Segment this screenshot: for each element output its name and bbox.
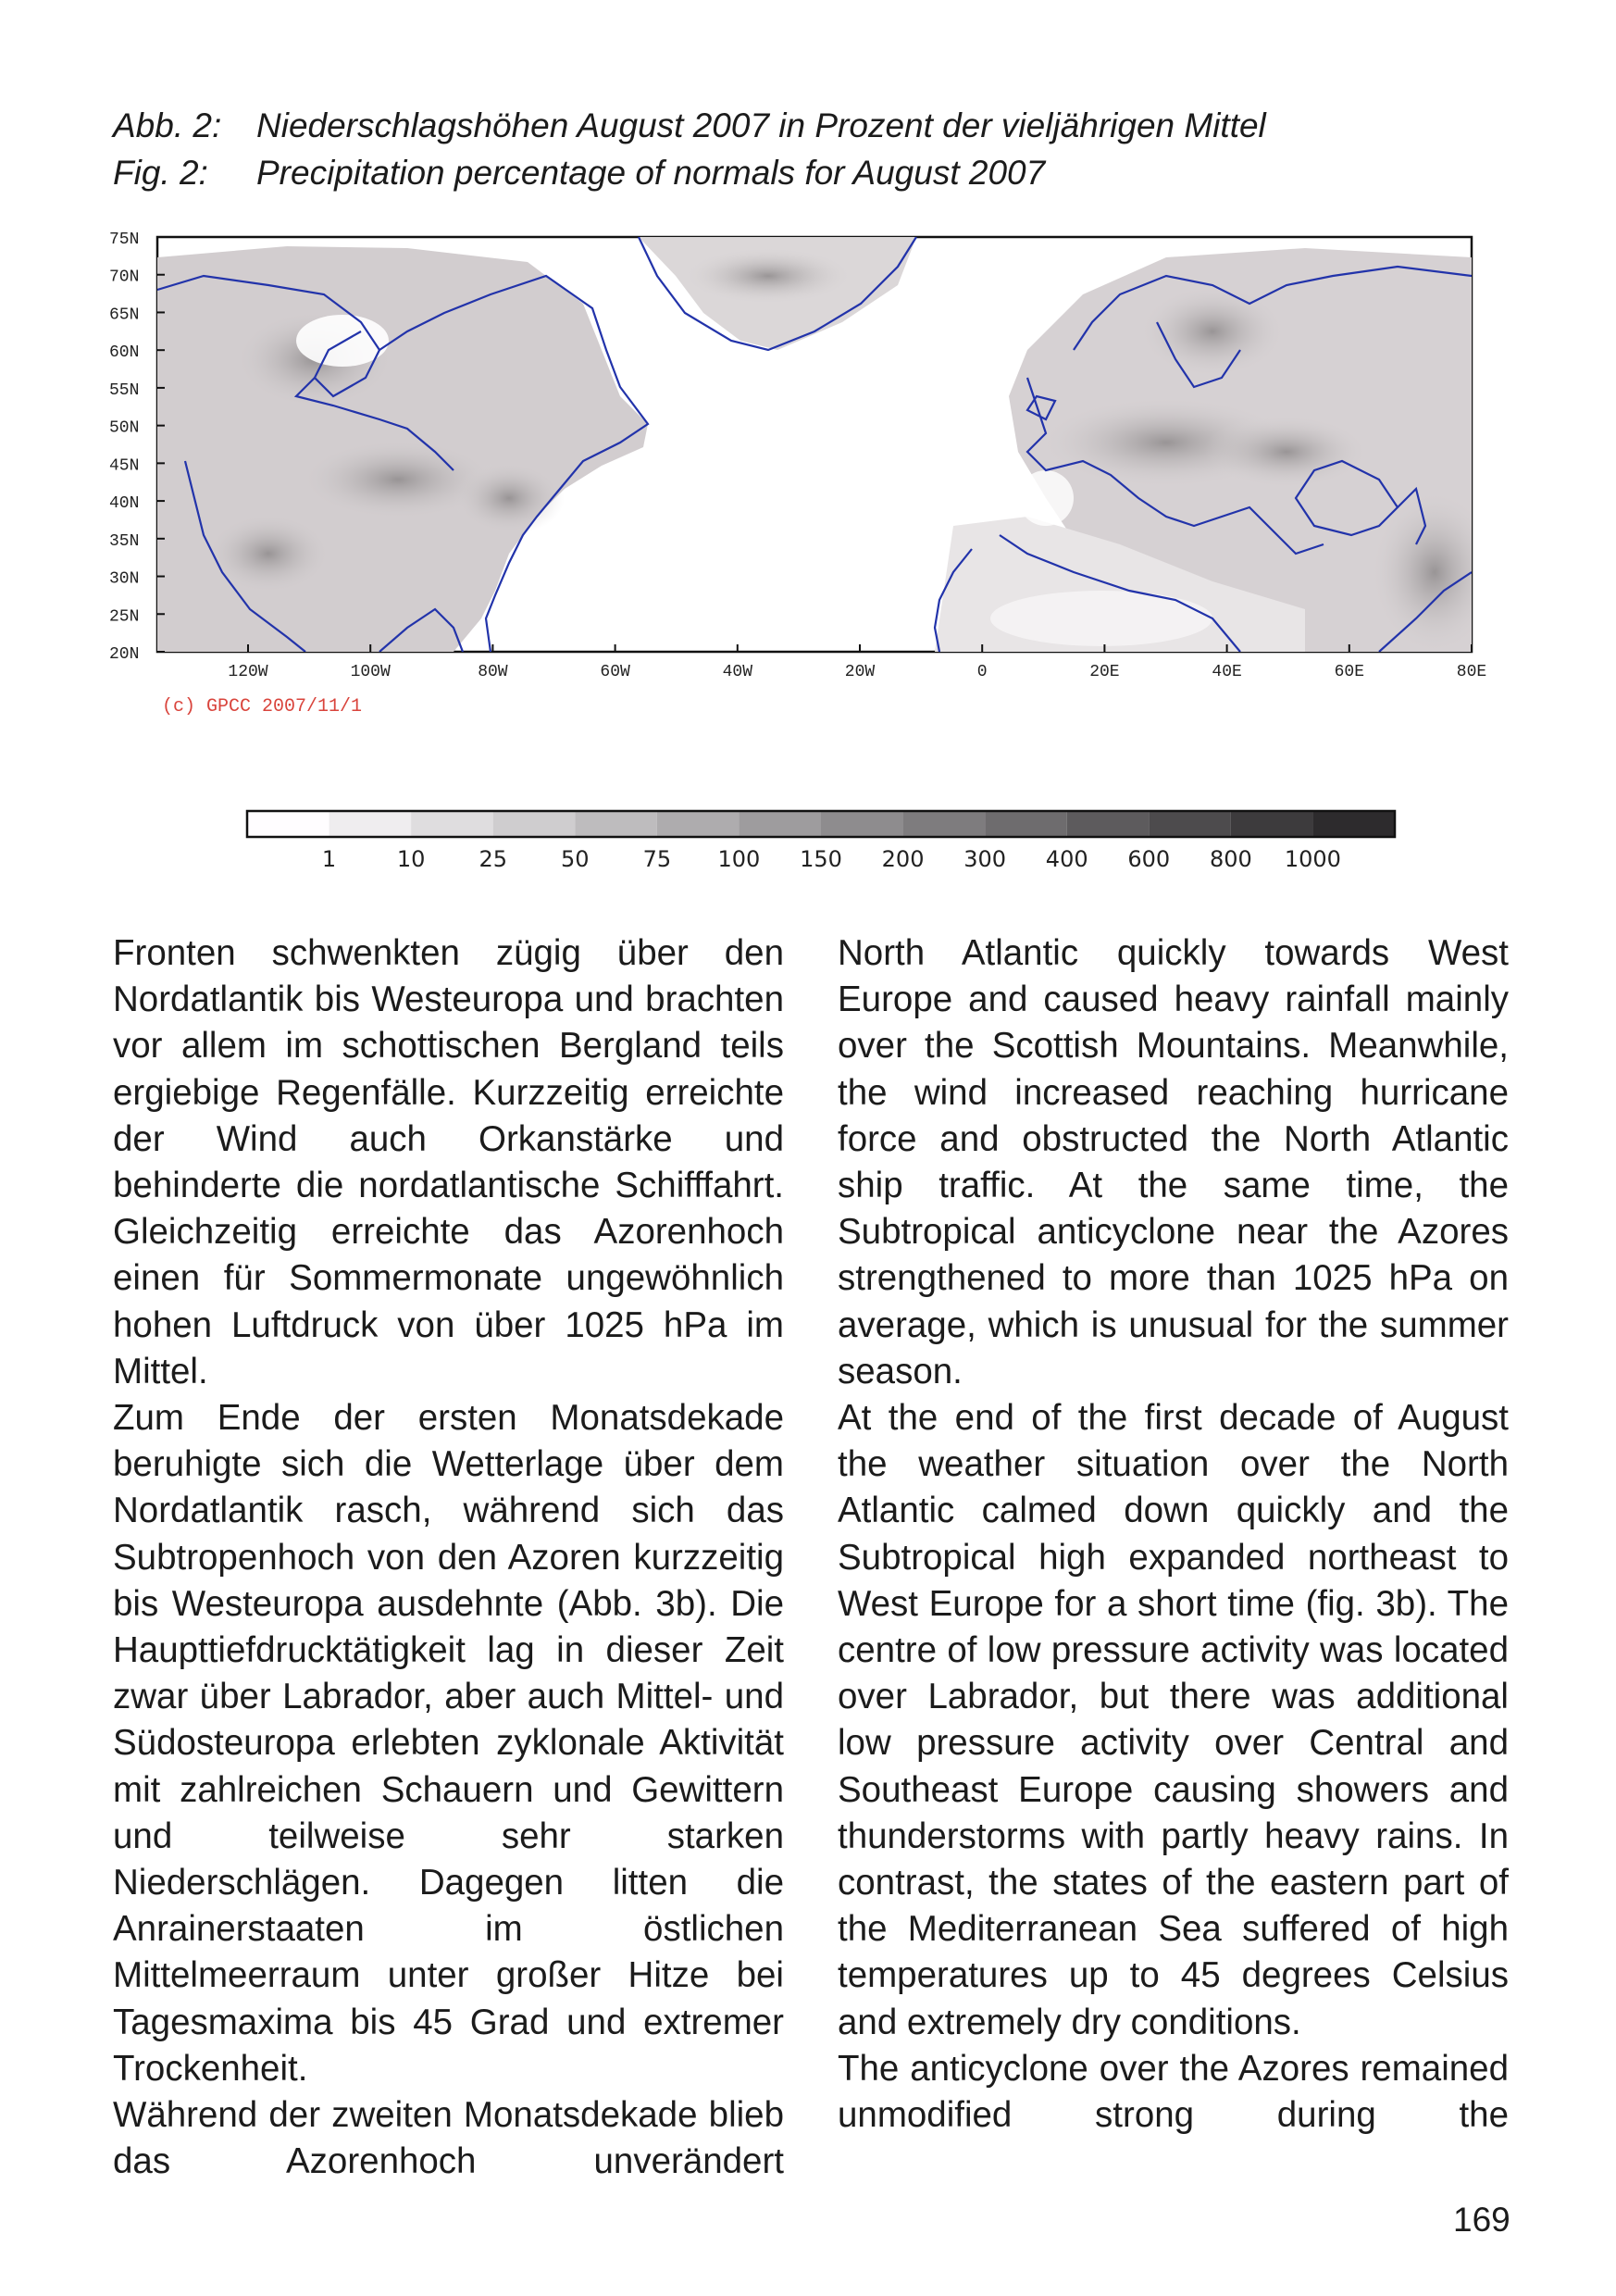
legend-color-box (329, 811, 412, 837)
lat-label: 60N (109, 343, 140, 363)
lon-label: 100W (350, 663, 391, 681)
lat-label: 50N (109, 418, 140, 438)
legend-color-box (657, 811, 740, 837)
paragraph-de-2: Zum Ende der ersten Monatsdekade beruhigte sich die Wetterlage über dem Nordatlantik rasch, während sich das Subtropenhoch von den Azoren kurzzeitig bis Westeuropa ausdehnte (Abb. 3b). Die Haupttiefdrucktätigkeit lag in dieser Zeit zwar über Labrador, aber auch Mittel- und Südosteuropa erlebten zyklonale Aktivität mit zahlreichen Schauern und Gewittern und teilweise sehr starken Niederschlägen. Dagegen litten die Anrainerstaaten im östlichen Mittelmeerraum unter großer Hitze bei Tagesmaxima bis 45 Grad und extremer Trockenheit. (113, 1398, 784, 2089)
paragraph-de-3: Während der zweiten Monatsdekade blieb das Azorenhoch unverändert (113, 2095, 784, 2182)
legend-label: 600 (1127, 846, 1171, 872)
legend-label: 100 (717, 846, 761, 872)
legend-label: 10 (396, 846, 426, 872)
lat-label: 20N (109, 645, 140, 664)
legend-color-box (411, 811, 493, 837)
caption-english (113, 151, 1045, 195)
legend-color-box (903, 811, 986, 837)
lon-label: 80E (1456, 663, 1487, 681)
legend-color-box (1312, 811, 1395, 837)
lon-label: 60W (600, 663, 630, 681)
legend-color-box (821, 811, 903, 837)
legend-color-box (1067, 811, 1150, 837)
legend-color-box (493, 811, 576, 837)
precipitation-map (102, 220, 1509, 739)
lat-label: 35N (109, 531, 140, 551)
legend-label: 400 (1045, 846, 1088, 872)
lat-label: 70N (109, 268, 140, 287)
legend-label: 75 (642, 846, 672, 872)
lon-label: 80W (478, 663, 508, 681)
lon-label: 40W (722, 663, 753, 681)
lon-label: 60E (1334, 663, 1365, 681)
legend-color-box (985, 811, 1067, 837)
lat-label: 45N (109, 456, 140, 476)
caption-english-text: Precipitation percentage of normals for August 2007 (256, 154, 1046, 192)
legend-label: 1000 (1284, 846, 1341, 872)
map-canvas (102, 220, 1509, 739)
legend-label: 50 (561, 846, 590, 872)
legend-color-box (739, 811, 821, 837)
paragraph-de-1: Fronten schwenkten zügig über den Nordatlantik bis Westeuropa und brachten vor allem im schottischen Bergland teils ergiebige Regenfälle. Kurzzeitig erreichte der Wind auch Orkanstärke und behinderte die nordatlantische Schifffahrt. Gleichzeitig erreichte das Azorenhoch einen für Sommermonate ungewöhnlich hohen Luftdruck von über 1025 hPa im Mittel. (113, 933, 784, 1391)
legend-canvas (245, 809, 1402, 874)
legend-label: 300 (963, 846, 1007, 872)
body-column-german (113, 930, 784, 2185)
legend-label: 800 (1209, 846, 1252, 872)
paragraph-en-2: At the end of the first decade of August the weather situation over the North Atlantic calmed down quickly and the Subtropical high expanded northeast to West Europe for a short time (fig. 3b). The centre of low pressure activity was located over Labrador, but there was additional low pressure activity over Central and Southeast Europe causing showers and thunderstorms with partly heavy rains. In contrast, the states of the eastern part of the Mediterranean Sea suffered of high temperatures up to 45 degrees Celsius and extremely dry conditions. (838, 1398, 1509, 2042)
map-credit: (c) GPCC 2007/11/1 (162, 696, 363, 718)
legend-labels (322, 846, 1341, 872)
page-number: 169 (1453, 2201, 1510, 2239)
lon-label: 20E (1089, 663, 1120, 681)
caption-german (113, 104, 1266, 148)
legend-color-box (247, 811, 329, 837)
legend-color-box (575, 811, 657, 837)
lat-label: 65N (109, 306, 140, 325)
color-legend (245, 809, 1402, 874)
lon-label: 40E (1212, 663, 1242, 681)
legend-color-box (1231, 811, 1313, 837)
legend-color-boxes (247, 811, 1395, 837)
paragraph-en-1: North Atlantic quickly towards West Europe and caused heavy rainfall mainly over the Scottish Mountains. Meanwhile, the wind increased reaching hurricane force and obstructed the North Atlantic ship traffic. At the same time, the Subtropical anticyclone near the Azores strengthened to more than 1025 hPa on average, which is unusual for the summer season. (838, 933, 1509, 1391)
paragraph-en-3: The anticyclone over the Azores remained unmodified strong during the (838, 2048, 1509, 2136)
lon-label: 120W (228, 663, 268, 681)
legend-label: 25 (479, 846, 507, 872)
caption-german-label: Abb. 2: (113, 106, 222, 144)
lat-label: 25N (109, 607, 140, 627)
lon-label: 20W (844, 663, 876, 681)
legend-label: 150 (800, 846, 842, 872)
body-column-english (838, 930, 1509, 2139)
legend-color-box (1149, 811, 1231, 837)
legend-label: 1 (321, 846, 337, 872)
lat-label: 75N (109, 231, 140, 249)
caption-german-text: Niederschlagshöhen August 2007 in Prozent der vieljährigen Mittel (256, 106, 1266, 144)
lon-label: 0 (976, 663, 988, 681)
legend-label: 200 (881, 846, 925, 872)
lat-label: 40N (109, 494, 140, 514)
lat-label: 55N (109, 381, 140, 400)
caption-english-label: Fig. 2: (113, 154, 208, 192)
lat-label: 30N (109, 569, 140, 589)
